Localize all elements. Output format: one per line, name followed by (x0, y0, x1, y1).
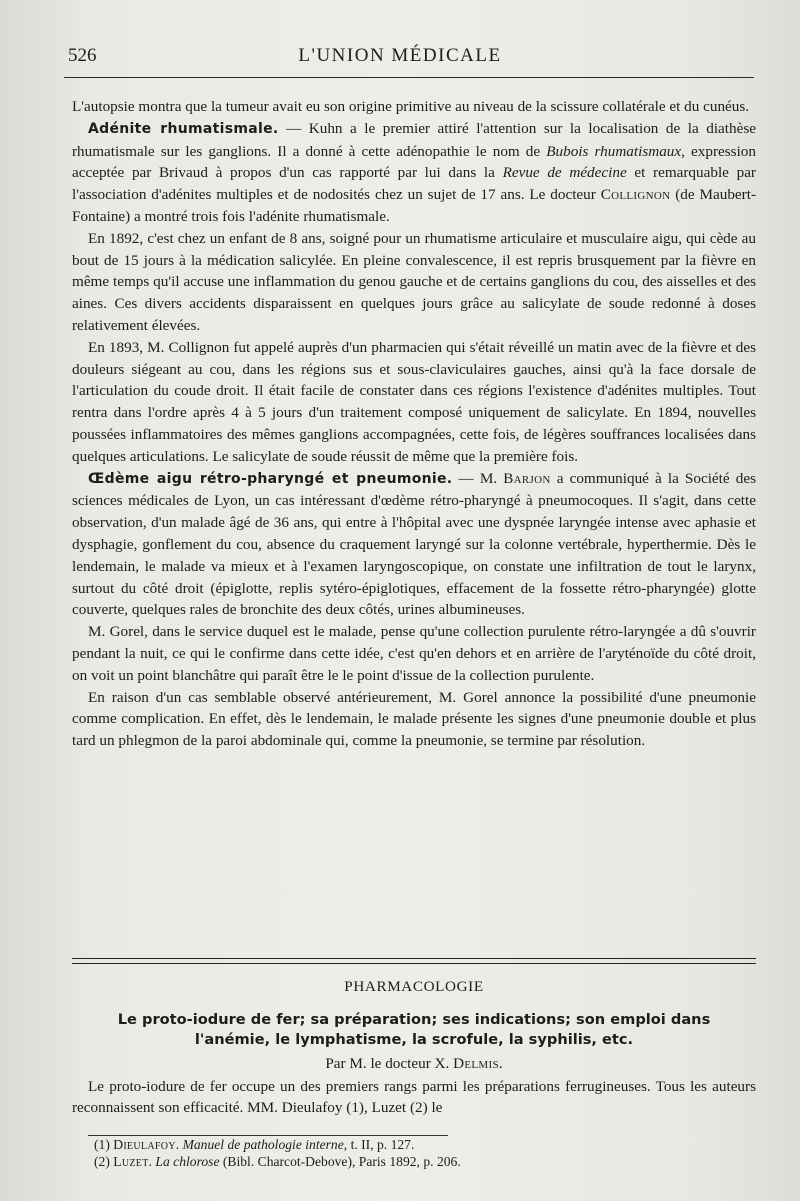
paragraph-text: En 1893, M. Collignon fut appelé auprès d'un pharmacien qui s'était réveillé un matin avec de la fièvre et des douleurs siégeant au cou, dans les régions sus et sous-claviculaires gauches, ainsi qu'à la face dorsale de l'articulation du coude droit. Il était facile de constater dans ces régions l'existence d'adénites multiples. Tout rentra dans l'ordre après 4 à 5 jours d'un traitement composé uniquement de salicylate. En 1894, nouvelles poussées inflammatoires des mêmes ganglions accompagnées, cette fois, de légères souffrances localisées dans quelques articulations. Le salicylate de soude réussit de même que la première fois. (72, 338, 756, 465)
run-in-heading: Œdème aigu rétro-pharyngé et pneumonie. (88, 470, 453, 487)
run-in-heading: Adénite rhumatismale. (88, 120, 279, 137)
article-title-line: l'anémie, le lymphatisme, la scrofule, la syphilis, etc. (194, 1031, 634, 1049)
footnote-number: (1) (94, 1137, 114, 1152)
footnote-detail: , t. II, p. 127. (343, 1137, 415, 1152)
paragraph-text: — M. (452, 469, 504, 487)
footnote-1 (94, 1136, 694, 1153)
footnote-sep: . (148, 1154, 156, 1169)
paragraph-text: (de Maubert-Fontaine) a montré trois fois l'adénite rhumatismale. (72, 186, 756, 225)
footnote-detail: (Bibl. Charcot-Debove), Paris 1892, p. 206. (219, 1154, 461, 1169)
running-head (62, 45, 738, 71)
paragraph-text: , expression acceptée par Brivaud à propos d'un cas rapporté par lui dans la (72, 142, 756, 182)
footnote-2 (94, 1153, 694, 1170)
footnote-number: (2) (94, 1154, 114, 1169)
paragraph-oedeme (72, 468, 756, 622)
article-title (72, 1010, 756, 1051)
header-rule (64, 77, 754, 78)
byline-text: Par M. le docteur X. (325, 1054, 454, 1072)
main-text (72, 96, 756, 752)
paragraph-pneumonie (72, 687, 756, 752)
footnote-title: La chlorose (155, 1154, 220, 1169)
italic-term: Bubois rhumatismaux (546, 142, 682, 160)
paragraph-text: M. Gorel, dans le service duquel est le malade, pense qu'une collection purulente rétro-laryngée a dû s'ouvrir pendant la nuit, ce qui le confirme dans cette idée, c'est qu'en dehors et en arrière de l'aryténoïde du côté droit, on voit un point blanchâtre qui paraît être le le point d'issue de la collection purulente. (72, 623, 756, 684)
paragraph-text: En raison d'un cas semblable observé antérieurement, M. Gorel annonce la possibilité d'une pneumonie comme complication. En effet, dès le lendemain, le malade présente les signes d'une pneumonie double et plus tard un phlegmon de la paroi abdominale qui, comme la pneumonie, se termine par résolution. (72, 688, 756, 750)
paragraph-1893 (72, 337, 756, 468)
pharmacologie-section (72, 962, 756, 1119)
byline (72, 1053, 756, 1075)
paragraph-gorel (72, 621, 756, 686)
journal-title: L'UNION MÉDICALE (298, 45, 502, 66)
paragraph-text: — Kuhn a le premier attiré l'attention sur la localisation de la diathèse rhumatismale sur les ganglions. Il a donné à cette adénopathie le nom de (72, 119, 756, 160)
paragraph-adenite (72, 118, 756, 228)
paragraph-text: a communiqué à la Société des sciences médicales de Lyon, un cas intéressant d'œdème rétro-pharyngé à pneumocoques. Il s'agit, dans cette observation, d'un malade âgé de 36 ans, qui entre à l'hôpital avec une dyspnée laryngée intense avec aphasie et dysphagie, gonflement du cou, absence du craquement laryngé sur la colonne vertébrale, hyperthermie. Dès le lendemain, le malade va mieux et à l'examen laryngoscopique, on constate une infiltration de tout le larynx, surtout du côté droit (épiglotte, replis sytéro-épiglotiques, effacement de la fossette rétro-pharyngée) glotte couverte, quelques rales de bronchite des deux côtés, urines albumineuses. (72, 469, 756, 619)
paragraph-text: et remarquable par l'association d'adénites multiples et de nodosités chez un sujet de 17 ans. Le docteur (72, 164, 756, 204)
paragraph-text: En 1892, c'est chez un enfant de 8 ans, soigné pour un rhumatisme articulaire et musculaire aigu, qui cède au bout de 15 jours à la médication salicylée. En pleine convalescence, il est repris brusquement par la fièvre en même temps qu'il accuse une inflammation du genou gauche et de certains ganglions du cou, des aisselles et des aines. Ces divers accidents disparaissent en quelques jours grâce au salicylate de soude redonné à doses relativement élevées. (72, 229, 756, 334)
article-title-line: Le proto-iodure de fer; sa préparation; ses indications; son emploi dans (117, 1010, 711, 1028)
footnotes (94, 1136, 694, 1170)
footnote-author: Dieulafoy (113, 1137, 176, 1152)
section-title: PHARMACOLOGIE (344, 978, 484, 995)
paragraph-autopsie (72, 96, 756, 118)
page-number: 526 (68, 45, 97, 66)
paragraph-text: L'autopsie montra que la tumeur avait eu son origine primitive au niveau de la scissure collatérale et du cunéus. (72, 98, 750, 115)
byline-end: . (498, 1054, 503, 1072)
italic-journal: Revue de médecine (502, 164, 627, 182)
author-name: Delmis (453, 1054, 499, 1072)
footnote-sep: . (175, 1137, 183, 1152)
author-name: Barjon (503, 469, 551, 487)
footnote-author: Luzet (113, 1154, 149, 1169)
author-name: Collignon (600, 186, 671, 204)
footnote-title: Manuel de pathologie interne (182, 1137, 344, 1152)
article-intro: Le proto-iodure de fer occupe un des premiers rangs parmi les préparations ferrugineuses. Tous les auteurs reconnaissent son efficacité. MM. Dieulafoy (1), Luzet (2) le (72, 1077, 756, 1117)
paragraph-1892 (72, 228, 756, 337)
